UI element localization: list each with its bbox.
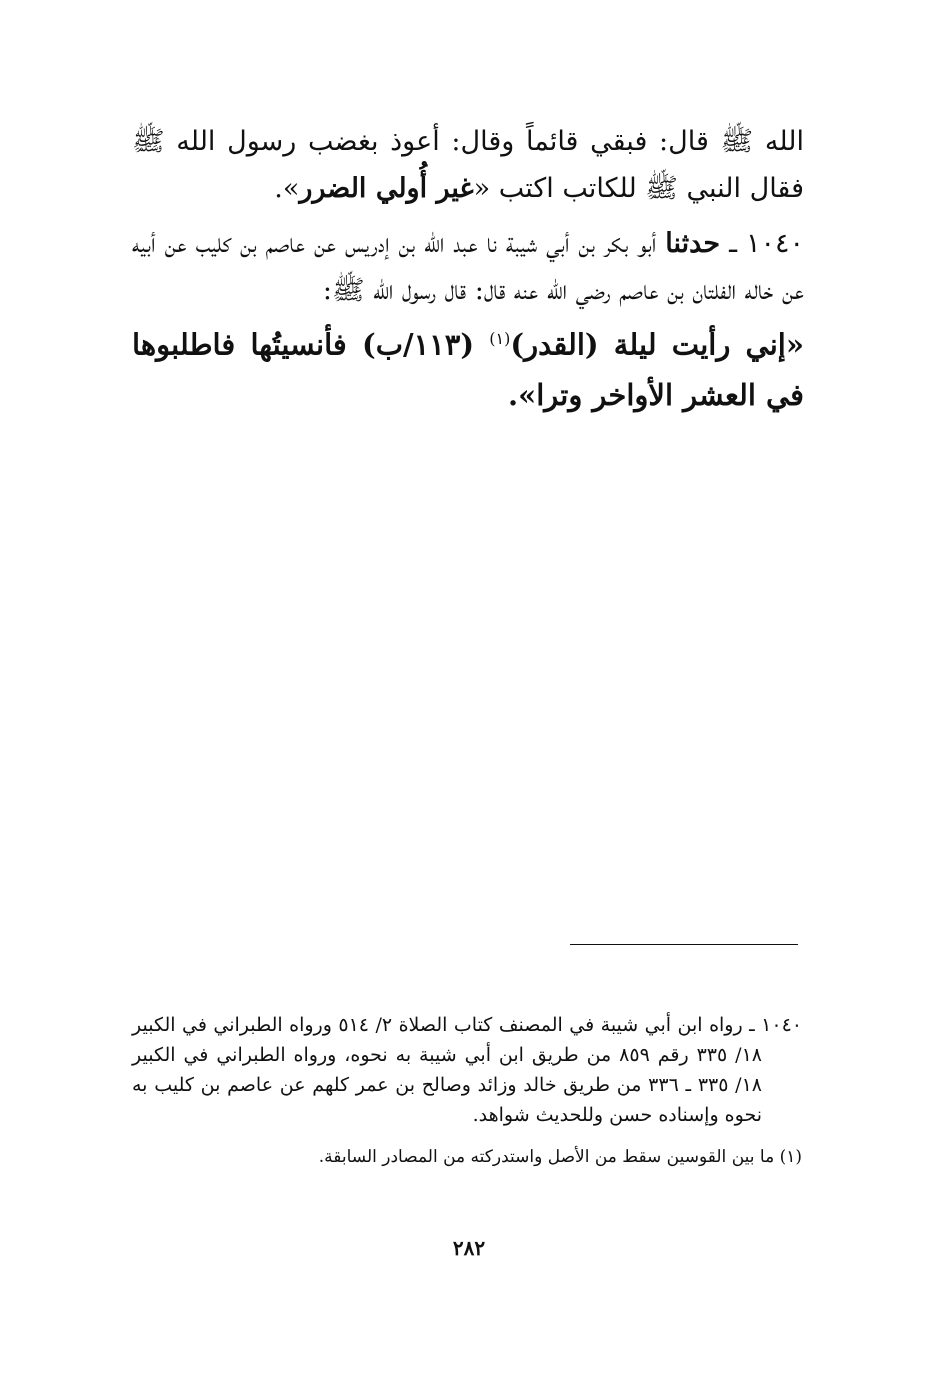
matn-start: «إني رأيت ليلة (القدر) xyxy=(510,327,804,362)
hadith-matn xyxy=(132,314,804,420)
footnote-marker: (١) xyxy=(489,329,511,348)
hadith-number: ١٠٤٠ ـ xyxy=(729,228,804,259)
footnote-1: (١) ما بين القوسين سقط من الأصل واستدركته من المصادر السابقة. xyxy=(318,1147,802,1167)
footnote-1040: ١٠٤٠ ـ رواه ابن أبي شيبة في المصنف كتاب الصلاة ٢/ ٥١٤ ورواه الطبراني في الكبير ١٨/ ٣٣٥ رقم ٨٥٩ من طريق ابن أبي شيبة به نحوه، ورواه الطبراني في الكبير ١٨/ ٣٣٥ ـ ٣٣٦ من طريق خالد وزائد وصالح بن عمر كلهم عن عاصم بن كليب به نحوه وإسناده حسن وللحديث شواهد. xyxy=(132,1014,802,1126)
matn-middle: (١١٣/ب) فأنسيتُها فاطلبوها في العشر الأواخر وترا xyxy=(132,327,804,412)
hadith-isnad: أبو بكر بن أبي شيبة نا عبد الله بن إدريس عن عاصم بن كليب عن أبيه عن خاله الفلتان بن عاصم رضي الله عنه قال: قال رسول الله ﷺ: xyxy=(132,228,804,306)
opening-text: الله ﷺ قال: فبقي قائماً وقال: أعوذ بغضب رسول الله ﷺ فقال النبي ﷺ للكاتب اكتب « xyxy=(132,126,804,204)
opening-paragraph xyxy=(132,118,804,212)
opening-text-end: ». xyxy=(274,173,300,204)
hadith-paragraph xyxy=(132,220,804,314)
footnotes-block xyxy=(132,1010,802,1172)
footnote-divider xyxy=(570,944,798,945)
hadith-haddathana: حدثنا xyxy=(665,228,721,259)
main-text-block xyxy=(132,118,804,420)
page-number: ٢٨٢ xyxy=(452,1236,486,1260)
quran-phrase: غير أُولي الضرر xyxy=(299,173,474,204)
matn-end: ». xyxy=(507,377,537,412)
